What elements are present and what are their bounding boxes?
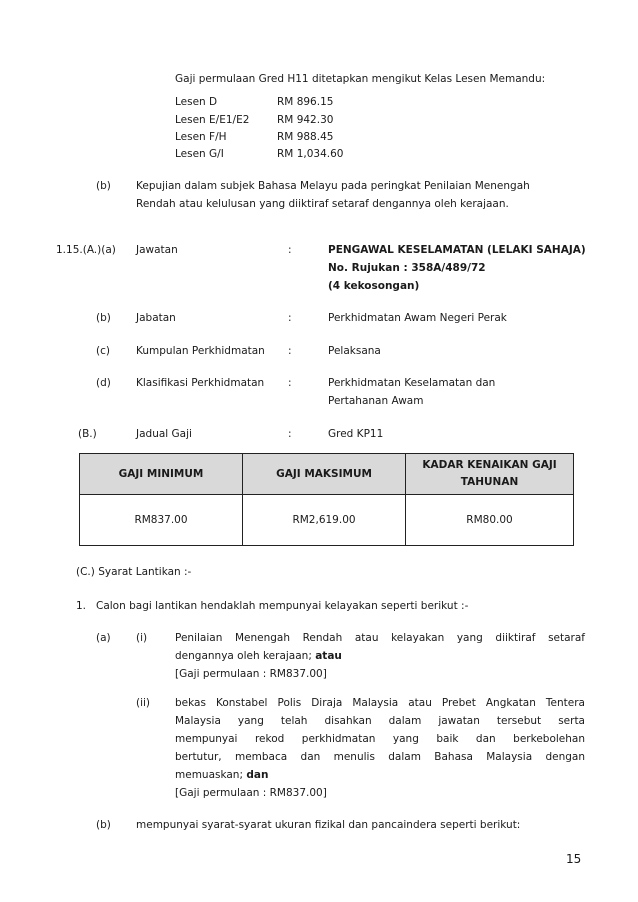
syarat-i-atau: atau	[315, 650, 342, 662]
syarat-b-text: mempunyai syarat-syarat ukuran fizikal dan pancaindera seperti berikut:	[136, 819, 521, 831]
jawatan-title: PENGAWAL KESELAMATAN (LELAKI SAHAJA)	[328, 244, 586, 256]
syarat-item1-num: 1.	[76, 600, 87, 612]
table-header: GAJI MINIMUM	[80, 454, 243, 495]
syarat-i-gaji: [Gaji permulaan : RM837.00]	[175, 668, 327, 680]
field-colon: :	[288, 312, 292, 324]
syarat-ii-gaji: [Gaji permulaan : RM837.00]	[175, 787, 327, 799]
syarat-ii-line5: memuaskan;	[175, 769, 243, 781]
table-cell: RM80.00	[406, 495, 574, 546]
lesen-kelas: Lesen F/H	[175, 131, 227, 143]
syarat-ii-label: (ii)	[136, 697, 151, 709]
syarat-heading: (C.) Syarat Lantikan :-	[76, 566, 192, 578]
syarat-i-line2-wrap	[175, 650, 342, 662]
syarat-b-label: (b)	[96, 819, 111, 831]
field-label: Jabatan	[136, 312, 176, 324]
kepujian-line2: Rendah atau kelulusan yang diiktiraf setaraf dengannya oleh kerajaan.	[136, 198, 509, 210]
table-row	[80, 495, 574, 546]
lesen-kelas: Lesen E/E1/E2	[175, 114, 250, 126]
salary-table	[79, 453, 574, 546]
jadual-letter: (B.)	[78, 428, 97, 440]
table-header-line: TAHUNAN	[460, 476, 519, 488]
lesen-gaji: RM 896.15	[277, 96, 334, 108]
lesen-kelas: Lesen D	[175, 96, 218, 108]
jawatan-rujukan: No. Rujukan : 358A/489/72	[328, 262, 486, 274]
lesen-gaji: RM 942.30	[277, 114, 334, 126]
field-value: Perkhidmatan Keselamatan dan	[328, 377, 496, 389]
field-label: Klasifikasi Perkhidmatan	[136, 377, 265, 389]
syarat-i-line2: dengannya oleh kerajaan;	[175, 650, 312, 662]
jawatan-kekosongan: (4 kekosongan)	[328, 280, 420, 292]
syarat-i-label: (i)	[136, 632, 148, 644]
field-letter: (b)	[96, 312, 111, 324]
field-value: Pelaksana	[328, 345, 381, 357]
syarat-ii-line2: Malaysia yang telah disahkan dalam jawatan tersebut serta	[175, 715, 585, 727]
jawatan-colon: :	[288, 244, 292, 256]
jawatan-number: 1.15.(A.)(a)	[56, 244, 116, 256]
table-cell: RM837.00	[80, 495, 243, 546]
syarat-ii-line1: bekas Konstabel Polis Diraja Malaysia atau Prebet Angkatan Tentera	[175, 697, 585, 709]
field-value-line2: Pertahanan Awam	[328, 395, 424, 407]
page-number: 15	[566, 852, 582, 866]
table-header	[406, 454, 574, 495]
lesen-kelas: Lesen G/I	[175, 148, 224, 160]
jadual-label: Jadual Gaji	[136, 428, 192, 440]
lesen-gaji: RM 1,034.60	[277, 148, 344, 160]
syarat-a-label: (a)	[96, 632, 111, 644]
table-header: GAJI MAKSIMUM	[243, 454, 406, 495]
field-value: Perkhidmatan Awam Negeri Perak	[328, 312, 507, 324]
field-colon: :	[288, 377, 292, 389]
syarat-ii-line4: bertutur, membaca dan menulis dalam Bahasa Malaysia dengan	[175, 751, 585, 763]
lesen-gaji: RM 988.45	[277, 131, 334, 143]
field-letter: (c)	[96, 345, 110, 357]
field-colon: :	[288, 345, 292, 357]
field-label: Kumpulan Perkhidmatan	[136, 345, 265, 357]
syarat-ii-line5-wrap	[175, 769, 268, 781]
kepujian-label: (b)	[96, 180, 111, 192]
field-letter: (d)	[96, 377, 111, 389]
jadual-value: Gred KP11	[328, 428, 384, 440]
table-cell: RM2,619.00	[243, 495, 406, 546]
jadual-colon: :	[288, 428, 292, 440]
syarat-item1-text: Calon bagi lantikan hendaklah mempunyai kelayakan seperti berikut :-	[96, 600, 469, 612]
table-header-row	[80, 454, 574, 495]
kepujian-line1: Kepujian dalam subjek Bahasa Melayu pada peringkat Penilaian Menengah	[136, 180, 530, 192]
jawatan-label: Jawatan	[136, 244, 178, 256]
table-header-line: KADAR KENAIKAN GAJI	[422, 459, 557, 471]
lesen-intro: Gaji permulaan Gred H11 ditetapkan mengikut Kelas Lesen Memandu:	[175, 73, 546, 85]
syarat-i-line1: Penilaian Menengah Rendah atau kelayakan yang diiktiraf setaraf	[175, 632, 585, 644]
syarat-ii-dan: dan	[246, 769, 269, 781]
syarat-ii-line3: mempunyai rekod perkhidmatan yang baik dan berkebolehan	[175, 733, 585, 745]
